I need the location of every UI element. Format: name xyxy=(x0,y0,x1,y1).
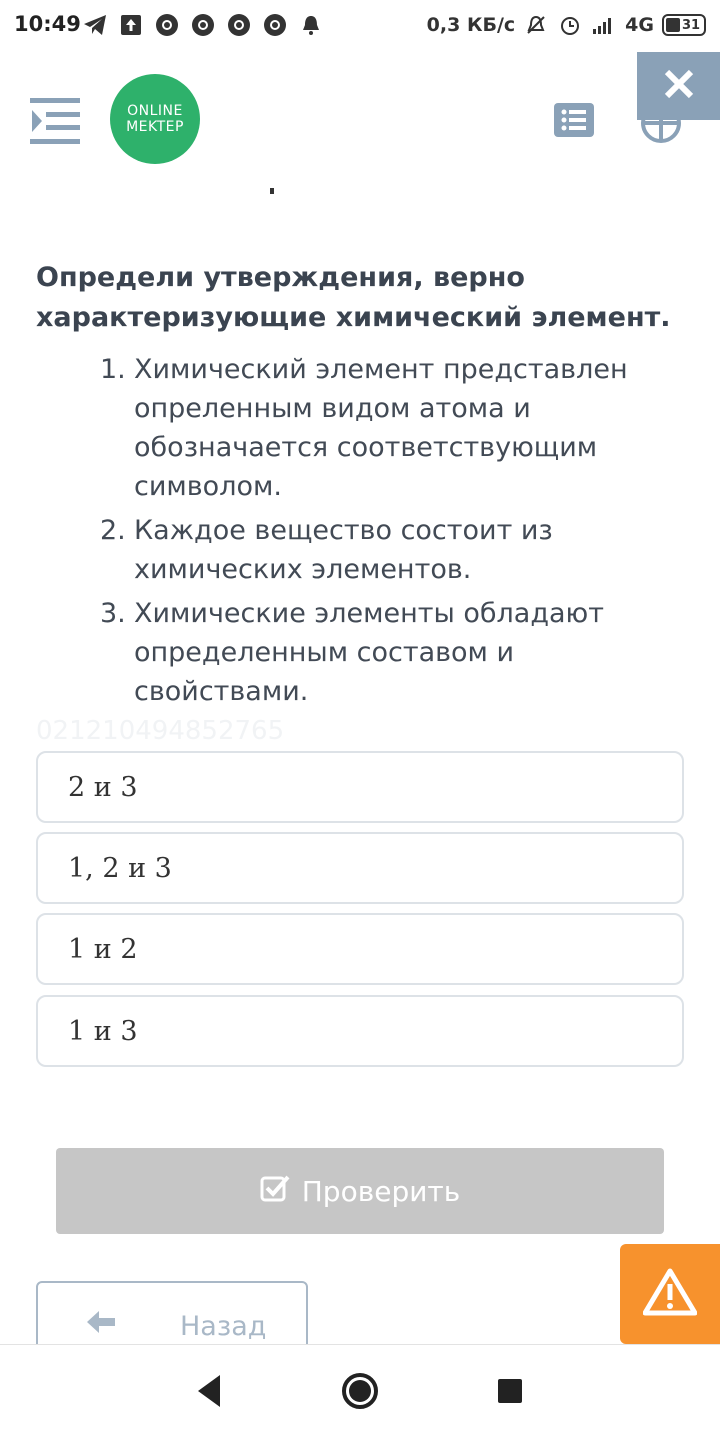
question-id-watermark: 021210494852765 xyxy=(36,716,285,746)
chrome-icon xyxy=(154,12,180,38)
network-type: 4G xyxy=(625,14,654,36)
statement-text: Каждое вещество состоит из химических элементов. xyxy=(134,515,553,585)
answer-option[interactable] xyxy=(36,751,684,823)
mute-bell-icon xyxy=(523,12,549,38)
status-time: 10:49 xyxy=(14,12,81,36)
statement-item xyxy=(100,511,660,589)
statement-item xyxy=(100,594,660,711)
statement-number: 1. xyxy=(100,354,126,385)
list-icon[interactable] xyxy=(554,103,594,137)
nav-home-icon[interactable] xyxy=(340,1371,380,1415)
report-problem-button[interactable] xyxy=(620,1244,720,1344)
decorative-dot xyxy=(270,188,274,194)
nav-back-icon[interactable] xyxy=(194,1371,224,1415)
notification-icons xyxy=(82,12,324,38)
statement-item xyxy=(100,350,660,506)
answer-option[interactable] xyxy=(36,913,684,985)
option-label: 1 и 3 xyxy=(68,1015,138,1047)
status-right xyxy=(427,12,706,38)
app-header xyxy=(0,52,720,192)
close-button[interactable] xyxy=(637,52,720,120)
signal-icon xyxy=(591,12,617,38)
checkbox-check-icon xyxy=(260,1174,290,1209)
back-button-label: Назад xyxy=(180,1311,267,1342)
statement-text: Химические элементы обладают определенным составом и свойствами. xyxy=(134,598,605,707)
arrow-left-icon xyxy=(86,1309,116,1339)
online-mektep-logo[interactable] xyxy=(110,74,200,164)
logo-line2: MEKTEP xyxy=(126,119,184,135)
battery-icon xyxy=(662,14,706,36)
warning-icon xyxy=(643,1268,697,1320)
network-speed: 0,3 КБ/с xyxy=(426,14,516,36)
statement-number: 3. xyxy=(100,598,126,629)
battery-level: 31 xyxy=(681,17,701,33)
chrome-icon xyxy=(262,12,288,38)
logo-line1: ONLINE xyxy=(127,103,183,119)
alarm-bell-icon xyxy=(298,12,324,38)
upload-icon xyxy=(118,12,144,38)
option-label: 1 и 2 xyxy=(68,933,138,965)
telegram-icon xyxy=(82,12,108,38)
chrome-icon xyxy=(190,12,216,38)
answer-option[interactable] xyxy=(36,832,684,904)
option-label: 2 и 3 xyxy=(68,771,138,803)
alarm-clock-icon xyxy=(557,12,583,38)
close-icon xyxy=(663,68,695,104)
check-button[interactable] xyxy=(56,1148,664,1234)
status-bar xyxy=(0,0,720,52)
statement-number: 2. xyxy=(100,515,126,546)
menu-icon[interactable] xyxy=(30,96,82,146)
nav-recents-icon[interactable] xyxy=(494,1371,534,1415)
chrome-icon xyxy=(226,12,252,38)
check-button-label: Проверить xyxy=(301,1174,461,1208)
statement-text: Химический элемент представлен опреленным видом атома и обозначается соответствующим символом. xyxy=(134,354,628,502)
option-label: 1, 2 и 3 xyxy=(68,852,172,884)
system-nav-bar xyxy=(0,1344,720,1440)
statements-list xyxy=(100,350,660,716)
answer-option[interactable] xyxy=(36,995,684,1067)
question-title: Определи утверждения, верно характеризующие химический элемент. xyxy=(36,262,671,333)
